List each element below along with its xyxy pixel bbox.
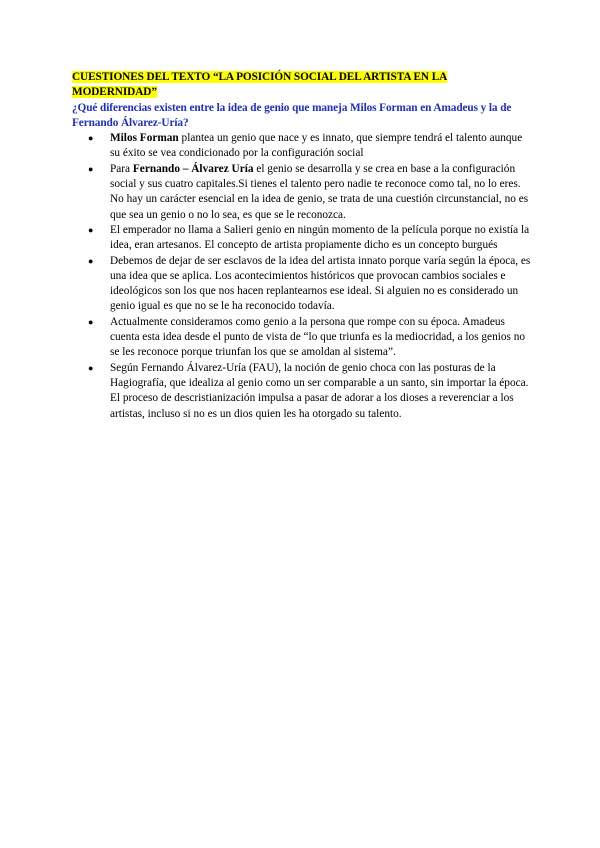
list-item (72, 315, 532, 361)
list-item (72, 223, 532, 254)
list-item (72, 361, 532, 422)
item-text: Actualmente consideramos como genio a la persona que rompe con su época. Amadeus cuenta esta idea desde el punto de vista de “lo que triunfa es la mediocridad, a los genios no se les reconoce porque triunfan los que se amoldan al sistema”. (110, 315, 526, 359)
list-item (72, 131, 532, 162)
document-body (72, 70, 532, 422)
list-item (72, 162, 532, 223)
item-bold-term: Fernando – Álvarez Uría (132, 162, 254, 175)
answer-list (72, 131, 532, 422)
bullet-icon: ● (88, 255, 94, 266)
item-bold-term: Milos Forman (110, 132, 179, 145)
bullet-icon: ● (88, 362, 94, 373)
bullet-icon: ● (88, 163, 94, 174)
item-text: Según Fernando Álvarez-Uría (FAU), la noción de genio choca con las posturas de la Hagiografía, que idealiza al genio como un ser comparable a un santo, sin importar la época. El proceso de descristianización impulsa a pasar de adorar a los dioses a reverenciar a los artistas, incluso si no es un dios quien les ha otorgado su talento. (110, 361, 529, 420)
bullet-icon: ● (88, 133, 94, 144)
question-heading: ¿Qué diferencias existen entre la idea de genio que maneja Milos Forman en Amadeus y la de Fernando Álvarez-Uría? (72, 101, 512, 129)
item-text: plantea un genio que nace y es innato, que siempre tendrá el talento aunque su éxito se vea condicionado por la configuración social (110, 132, 523, 160)
bullet-icon: ● (88, 316, 94, 327)
item-prefix: Para (110, 162, 133, 175)
document-title (72, 70, 532, 101)
item-text: Debemos de dejar de ser esclavos de la idea del artista innato porque varía según la época, es una idea que se aplica. Los acontecimientos históricos que provocan cambios sociales e ideológicos son los que nos hacen replantearnos ese ideal. Si alguien no es considerado un genio igual es que no se le ha reconocido todavía. (110, 254, 531, 313)
list-item (72, 254, 532, 315)
title-highlight: CUESTIONES DEL TEXTO “LA POSICIÓN SOCIAL DEL ARTISTA EN LA MODERNIDAD” (72, 71, 448, 99)
item-text: El emperador no llama a Salieri genio en ningún momento de la película porque no existía la idea, eran artesanos. El concepto de artista propiamente dicho es un concepto burgués (110, 223, 530, 252)
bullet-icon: ● (88, 224, 94, 235)
item-text: el genio se desarrolla y se crea en base a la configuración social y sus cuatro capitales.Si tienes el talento pero nadie te reconoce como tal, no lo eres. No hay un carácter esencial en la idea de genio, se trata de una cuestión circunstancial, no es que sea un genio o no lo sea, es que se le reconozca. (110, 162, 529, 221)
